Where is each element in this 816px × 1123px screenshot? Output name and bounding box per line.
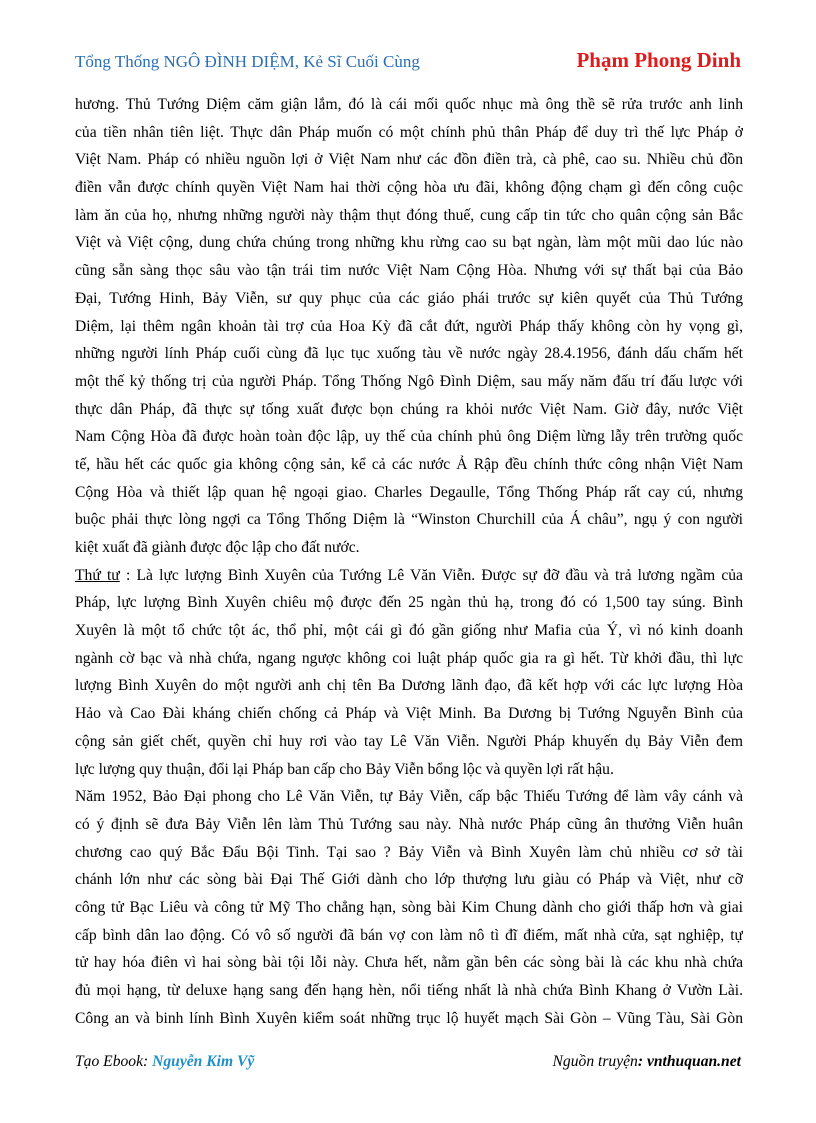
text-line: cấp bình dân lao động. Có vô số người đã bán vợ con làm nô tì đĩ điếm, mất nhà cửa, sạt nghiệp, tự (75, 926, 743, 944)
text-line-fourth-point (75, 562, 743, 590)
text-line: điền vẫn được chính quyền Việt Nam hai thời cộng hòa ưu đãi, không động chạm gì đến công cuộc (75, 179, 743, 197)
source-label: Nguồn truyện (552, 1053, 638, 1070)
text-line: Công an và binh lính Bình Xuyên kiểm soát những trục lộ huyết mạch Sài Gòn – Vũng Tàu, Sài Gòn (75, 1009, 743, 1027)
text-line: cộng sản giết chết, quyền chỉ huy rơi vào tay Lê Văn Viễn. Người Pháp khuyến dụ Bảy Viễn đem (75, 732, 743, 750)
ebook-credit (75, 1053, 254, 1071)
text-line: đủ mọi hạng, từ deluxe hạng sang đến hạng hèn, nổi tiếng nhất là nhà chứa Bình Khang ở Vườn Lài. (75, 982, 743, 999)
text-line: tử hay hóa điên vì hai sòng bài tội lỗi này. Chưa hết, nằm gần bên các sòng bài là các khu nhà chứa (75, 954, 743, 972)
ebook-creator: Nguyễn Kim Vỹ (152, 1053, 255, 1070)
text-line: Pháp, lực lượng Bình Xuyên chiêu mộ được đến 25 ngàn thủ hạ, trong đó có 1,500 tay súng. Bình (75, 594, 743, 612)
text-line: Việt và Việt cộng, dung chứa chúng trong những khu rừng cao su bạt ngàn, làm một mũi dao lúc nào (75, 234, 743, 252)
text-line: Xuyên là một tổ chức tột ác, thổ phỉ, một cái gì đó gần giống như Mafia của Ý, vì nó kinh doanh (75, 622, 743, 640)
text-line: làm ăn của họ, nhưng những người này thậm thụt đóng thuế, cung cấp tin tức cho quân cộng sản Bắc (75, 206, 743, 224)
fourth-point-label: Thứ tư (75, 566, 120, 584)
source-separator: : (637, 1053, 647, 1070)
ebook-separator: : (143, 1053, 153, 1070)
text-line: Nam Cộng Hòa đã được hoàn toàn độc lập, uy thế của chính phủ ông Diệm lừng lẫy trên trường quốc (75, 428, 743, 446)
text-line: buộc phải thực lòng ngợi ca Tổng Thống Diệm là “Winston Churchill của Á châu”, ngụ ý con người (75, 511, 743, 529)
source-credit (553, 1053, 741, 1071)
text-line: Đại, Tướng Hinh, Bảy Viễn, sư quy phục của các giáo phái trước sự kiên quyết của Thủ Tướng (75, 289, 743, 307)
text-line: Hảo và Cao Đài kháng chiến chống cả Pháp và Việt Minh. Ba Dương bị Tướng Nguyễn Bình của (75, 705, 743, 723)
text-line: Cộng Hòa và thiết lập quan hệ ngoại giao. Charles Degaulle, Tổng Thống Pháp rất cay cú, nhưng (75, 483, 743, 501)
text-line: chánh lớn như các sòng bài Đại Thế Giới dành cho lớp thượng lưu giàu có Pháp và Việt, như cỡ (75, 871, 743, 889)
text-line: một thế kỷ thống trị của người Pháp. Tổng Thống Ngô Đình Diệm, sau mấy năm đấu trí đấu lược với (75, 372, 743, 390)
fourth-point-text: Là lực lượng Bình Xuyên của Tướng Lê Văn Viễn. Được sự đỡ đầu và trả lương ngầm của (136, 566, 743, 584)
text-line: Diệm, lại thêm ngân khoản tài trợ của Hoa Kỳ đã cắt đứt, người Pháp thấy không còn hy vọng gì, (75, 317, 743, 335)
page-footer (75, 1053, 741, 1077)
text-line: chương cao quý Bắc Đẩu Bội Tinh. Tại sao ? Bảy Viễn và Bình Xuyên làm chủ nhiều cơ sở tài (75, 843, 743, 861)
text-line: lượng Bình Xuyên do một người anh chị tên Ba Dương lãnh đạo, đã kết hợp với các lực lượng Hòa (75, 677, 743, 695)
text-line: ngành cờ bạc và nhà chứa, ngang ngược không coi luật pháp quốc gia ra gì hết. Từ khởi đầu, thì lực (75, 649, 743, 667)
text-line: có ý định sẽ đưa Bảy Viễn lên làm Thủ Tướng sau này. Nhà nước Pháp cũng ân thưởng Viễn huân (75, 815, 743, 833)
text-line: Việt Nam. Pháp có nhiều nguồn lợi ở Việt Nam như các đồn điền trà, cà phê, cao su. Nhiều chủ đồn (75, 151, 743, 169)
text-line: lực lượng quy thuận, đổi lại Pháp ban cấp cho Bảy Viễn bổng lộc và quyền lợi rất hậu. (75, 760, 614, 778)
text-line: Năm 1952, Bảo Đại phong cho Lê Văn Viễn, tự Bảy Viễn, cấp bậc Thiếu Tướng để làm vây cánh và (75, 788, 743, 806)
text-line: cũng sẵn sàng thọc sâu vào tận trái tim nước Việt Nam Cộng Hòa. Nhưng với sự thất bại của Bảo (75, 262, 743, 280)
text-line: kiệt xuất đã giành được độc lập cho đất nước. (75, 539, 360, 556)
body-text (75, 91, 743, 1032)
text-line: thực dân Pháp, đã thực sự tống xuất được bọn chúng ra khỏi nước Việt Nam. Giờ đây, nước Việt (75, 400, 743, 418)
text-line: tế, hầu hết các quốc gia không cộng sản, kể cả các nước Ả Rập đều chính thức công nhận Việt Nam (75, 455, 743, 473)
text-line: công tử Bạc Liêu và công tử Mỹ Tho chẳng hạn, sòng bài Kim Chung dành cho giới thấp hơn và giai (75, 898, 743, 916)
text-line: những người lính Pháp cuối cùng đã lục tục xuống tàu về nước ngày 28.4.1956, đánh dấu chấm hết (75, 345, 743, 363)
page-header (75, 46, 741, 78)
book-title: Tổng Thống NGÔ ĐÌNH DIỆM, Kẻ Sĩ Cuối Cùng (75, 52, 420, 71)
text-line: của tiền nhân tiên liệt. Thực dân Pháp muốn có một chính phủ thân Pháp để duy trì thế lực Pháp ở (75, 123, 743, 141)
ebook-label: Tạo Ebook (75, 1053, 144, 1070)
fourth-point-separator: : (119, 566, 137, 584)
author-name: Phạm Phong Dinh (576, 48, 741, 72)
source-site: vnthuquan.net (646, 1053, 741, 1070)
text-line: hương. Thủ Tướng Diệm căm giận lắm, đó là cái mối quốc nhục mà ông thề sẽ rửa trước anh linh (75, 96, 743, 113)
